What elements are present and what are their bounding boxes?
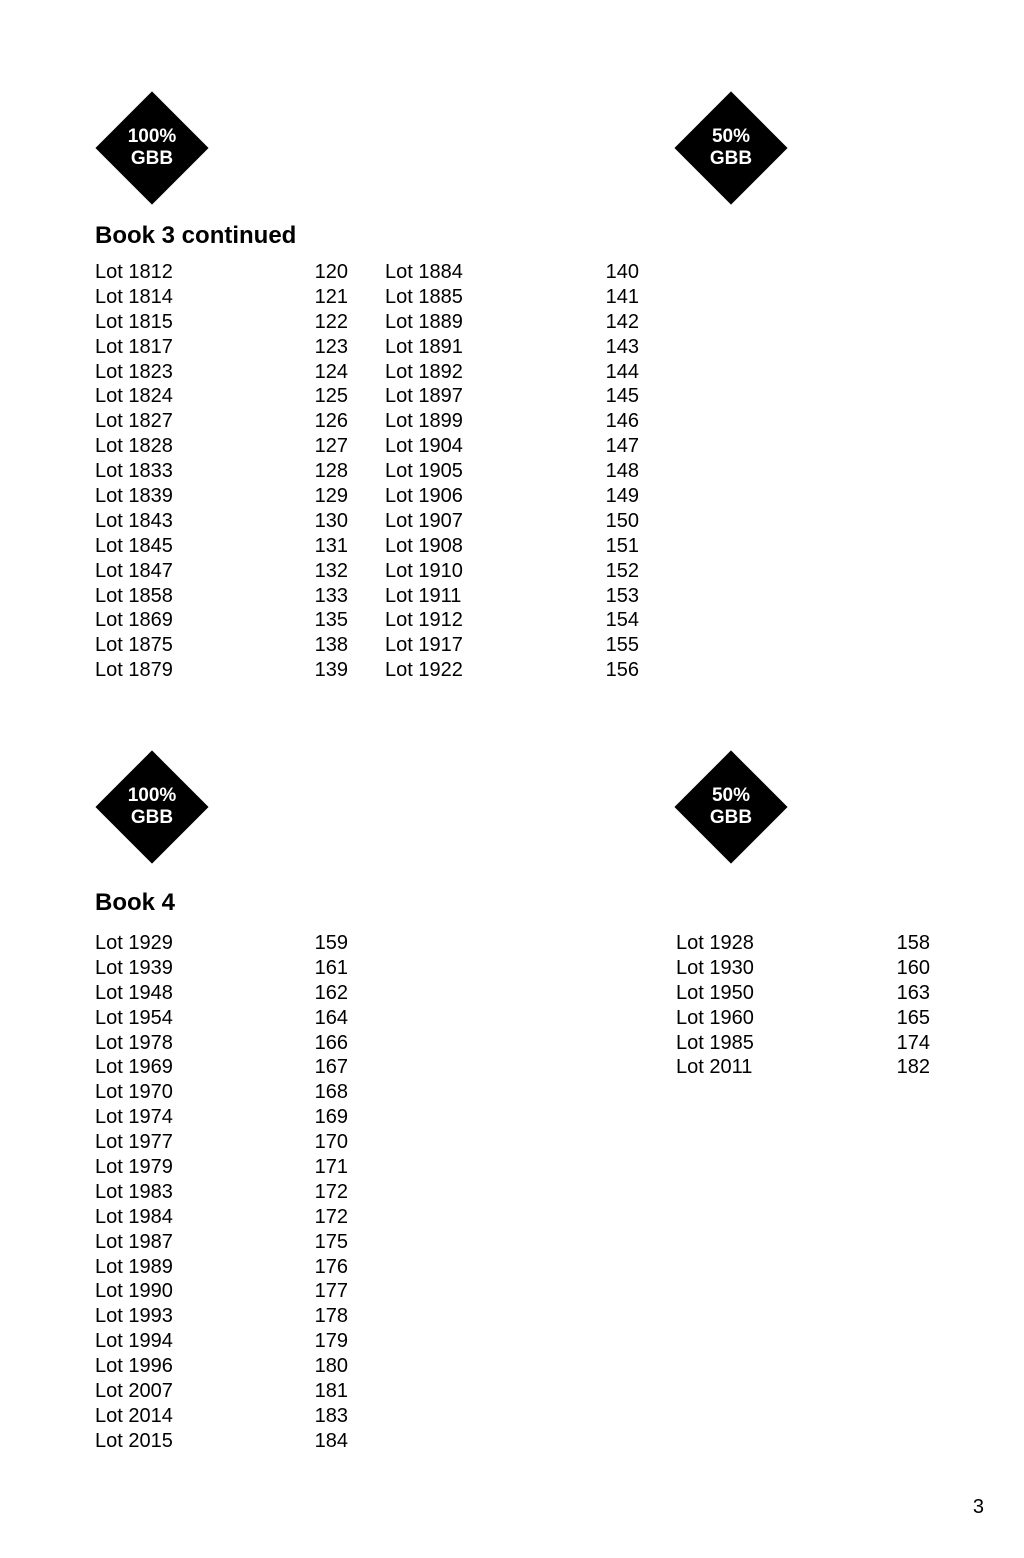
lot-label: Lot 1989 bbox=[95, 1255, 173, 1278]
lot-column-book4-c bbox=[676, 931, 930, 1080]
lot-entry bbox=[676, 1031, 930, 1056]
badge-text: GBB bbox=[709, 807, 753, 828]
lot-label: Lot 1847 bbox=[95, 559, 173, 582]
lot-page-number: 165 bbox=[896, 1006, 930, 1029]
lot-label: Lot 1892 bbox=[385, 360, 463, 383]
lot-page-number: 160 bbox=[896, 956, 930, 979]
lot-entry bbox=[95, 1329, 348, 1354]
lot-page-number: 172 bbox=[314, 1180, 348, 1203]
lot-entry bbox=[95, 509, 348, 534]
lot-label: Lot 1994 bbox=[95, 1330, 173, 1353]
lot-page-number: 129 bbox=[314, 485, 348, 508]
lot-label: Lot 1929 bbox=[95, 932, 173, 954]
lot-entry bbox=[95, 1205, 348, 1230]
lot-entry bbox=[95, 559, 348, 584]
lot-entry bbox=[676, 931, 930, 956]
lot-label: Lot 1839 bbox=[95, 485, 173, 508]
lot-entry bbox=[385, 409, 639, 434]
lot-page-number: 166 bbox=[314, 1031, 348, 1054]
lot-page-number: 158 bbox=[896, 932, 930, 954]
lot-page-number: 172 bbox=[314, 1205, 348, 1228]
lot-entry bbox=[385, 459, 639, 484]
lot-page-number: 128 bbox=[314, 460, 348, 483]
lot-entry bbox=[95, 608, 348, 633]
lot-page-number: 180 bbox=[314, 1355, 348, 1378]
badge-label bbox=[96, 751, 208, 863]
lot-entry bbox=[385, 360, 639, 385]
lot-page-number: 146 bbox=[605, 410, 639, 433]
lot-label: Lot 1939 bbox=[95, 956, 173, 979]
lot-page-number: 176 bbox=[314, 1255, 348, 1278]
lot-label: Lot 1869 bbox=[95, 609, 173, 632]
lot-label: Lot 1987 bbox=[95, 1230, 173, 1253]
lot-entry bbox=[676, 956, 930, 981]
lot-page-number: 178 bbox=[314, 1305, 348, 1328]
lot-entry bbox=[95, 1105, 348, 1130]
lot-page-number: 168 bbox=[314, 1081, 348, 1104]
section-title-book-4: Book 4 bbox=[95, 889, 176, 916]
lot-label: Lot 1993 bbox=[95, 1305, 173, 1328]
lot-page-number: 124 bbox=[314, 360, 348, 383]
lot-page-number: 121 bbox=[314, 285, 348, 308]
lot-entry bbox=[95, 633, 348, 658]
lot-label: Lot 1990 bbox=[95, 1280, 173, 1303]
lot-label: Lot 2011 bbox=[676, 1056, 753, 1079]
lot-entry bbox=[95, 1429, 348, 1454]
lot-page-number: 170 bbox=[314, 1131, 348, 1154]
lot-label: Lot 1833 bbox=[95, 460, 173, 483]
lot-entry bbox=[95, 1230, 348, 1255]
lot-label: Lot 1977 bbox=[95, 1131, 173, 1154]
lot-page-number: 125 bbox=[314, 385, 348, 408]
lot-entry bbox=[95, 1304, 348, 1329]
badge-50-gbb bbox=[675, 92, 787, 204]
badge-label bbox=[675, 92, 787, 204]
lot-label: Lot 1891 bbox=[385, 335, 463, 358]
lot-label: Lot 1979 bbox=[95, 1156, 173, 1179]
lot-entry bbox=[385, 509, 639, 534]
lot-entry bbox=[95, 956, 348, 981]
badge-percent: 50% bbox=[711, 126, 751, 147]
lot-entry bbox=[385, 285, 639, 310]
lot-page-number: 162 bbox=[314, 981, 348, 1004]
lot-column-book3-b bbox=[385, 260, 639, 683]
lot-page-number: 171 bbox=[314, 1156, 348, 1179]
badge-50-gbb bbox=[675, 751, 787, 863]
lot-page-number: 153 bbox=[605, 584, 639, 607]
badge-text: GBB bbox=[130, 148, 174, 169]
lot-label: Lot 1899 bbox=[385, 410, 463, 433]
lot-entry bbox=[95, 1006, 348, 1031]
lot-page-number: 147 bbox=[605, 435, 639, 458]
lot-page-number: 169 bbox=[314, 1106, 348, 1129]
lot-page-number: 167 bbox=[314, 1056, 348, 1079]
lot-page-number: 161 bbox=[314, 956, 348, 979]
lot-entry bbox=[95, 1255, 348, 1280]
lot-label: Lot 1823 bbox=[95, 360, 173, 383]
lot-column-book3-a bbox=[95, 260, 348, 683]
lot-page-number: 145 bbox=[605, 385, 639, 408]
lot-entry bbox=[95, 484, 348, 509]
lot-page-number: 144 bbox=[605, 360, 639, 383]
lot-entry bbox=[95, 658, 348, 683]
lot-page-number: 175 bbox=[314, 1230, 348, 1253]
lot-entry bbox=[95, 1354, 348, 1379]
lot-label: Lot 2007 bbox=[95, 1380, 173, 1403]
lot-page-number: 179 bbox=[314, 1330, 348, 1353]
lot-entry bbox=[95, 434, 348, 459]
lot-label: Lot 1910 bbox=[385, 559, 463, 582]
lot-page-number: 143 bbox=[605, 335, 639, 358]
lot-label: Lot 1907 bbox=[385, 509, 463, 532]
lot-label: Lot 1948 bbox=[95, 981, 173, 1004]
lot-page-number: 127 bbox=[314, 435, 348, 458]
lot-label: Lot 1815 bbox=[95, 310, 173, 333]
lot-entry bbox=[385, 633, 639, 658]
lot-label: Lot 1960 bbox=[676, 1006, 754, 1029]
lot-entry bbox=[95, 1155, 348, 1180]
lot-label: Lot 1885 bbox=[385, 285, 463, 308]
lot-label: Lot 1875 bbox=[95, 634, 173, 657]
lot-label: Lot 1814 bbox=[95, 285, 173, 308]
badge-percent: 50% bbox=[711, 785, 751, 806]
lot-label: Lot 1928 bbox=[676, 932, 754, 954]
lot-label: Lot 1817 bbox=[95, 335, 173, 358]
lot-column-book4-a bbox=[95, 931, 348, 1454]
lot-page-number: 184 bbox=[314, 1429, 348, 1452]
badge-percent: 100% bbox=[127, 126, 177, 147]
lot-page-number: 151 bbox=[605, 534, 639, 557]
lot-entry bbox=[95, 384, 348, 409]
lot-page-number: 181 bbox=[314, 1380, 348, 1403]
lot-page-number: 126 bbox=[314, 410, 348, 433]
page-number: 3 bbox=[972, 1496, 984, 1518]
lot-entry bbox=[95, 1055, 348, 1080]
lot-page-number: 183 bbox=[314, 1404, 348, 1427]
lot-label: Lot 1970 bbox=[95, 1081, 173, 1104]
lot-label: Lot 1824 bbox=[95, 385, 173, 408]
lot-label: Lot 1908 bbox=[385, 534, 463, 557]
lot-page-number: 138 bbox=[314, 634, 348, 657]
lot-label: Lot 2015 bbox=[95, 1429, 173, 1452]
badge-label bbox=[675, 751, 787, 863]
lot-entry bbox=[95, 260, 348, 285]
lot-page-number: 122 bbox=[314, 310, 348, 333]
lot-entry bbox=[385, 658, 639, 683]
lot-page-number: 141 bbox=[605, 285, 639, 308]
lot-label: Lot 1879 bbox=[95, 659, 173, 682]
lot-page-number: 177 bbox=[314, 1280, 348, 1303]
lot-label: Lot 1996 bbox=[95, 1355, 173, 1378]
lot-page-number: 133 bbox=[314, 584, 348, 607]
lot-entry bbox=[95, 310, 348, 335]
badge-text: GBB bbox=[130, 807, 174, 828]
lot-entry bbox=[385, 584, 639, 609]
lot-entry bbox=[385, 384, 639, 409]
lot-page-number: 123 bbox=[314, 335, 348, 358]
lot-entry bbox=[385, 434, 639, 459]
lot-entry bbox=[95, 335, 348, 360]
lot-label: Lot 1828 bbox=[95, 435, 173, 458]
lot-entry bbox=[385, 534, 639, 559]
lot-page-number: 130 bbox=[314, 509, 348, 532]
lot-label: Lot 1904 bbox=[385, 435, 463, 458]
lot-page-number: 182 bbox=[896, 1056, 930, 1079]
lot-entry bbox=[95, 360, 348, 385]
lot-page-number: 132 bbox=[314, 559, 348, 582]
lot-entry bbox=[385, 310, 639, 335]
badge-100-gbb bbox=[96, 92, 208, 204]
lot-label: Lot 1889 bbox=[385, 310, 463, 333]
lot-label: Lot 1950 bbox=[676, 981, 754, 1004]
lot-label: Lot 1974 bbox=[95, 1106, 173, 1129]
lot-entry bbox=[95, 409, 348, 434]
lot-label: Lot 1922 bbox=[385, 659, 463, 682]
lot-entry bbox=[95, 981, 348, 1006]
lot-label: Lot 1984 bbox=[95, 1205, 173, 1228]
lot-label: Lot 1843 bbox=[95, 509, 173, 532]
section-title-book-3: Book 3 continued bbox=[95, 222, 297, 249]
lot-label: Lot 1983 bbox=[95, 1180, 173, 1203]
lot-entry bbox=[676, 981, 930, 1006]
lot-entry bbox=[95, 285, 348, 310]
badge-label bbox=[96, 92, 208, 204]
lot-entry bbox=[676, 1055, 930, 1080]
lot-label: Lot 1827 bbox=[95, 410, 173, 433]
lot-label: Lot 1912 bbox=[385, 609, 463, 632]
lot-label: Lot 1812 bbox=[95, 261, 173, 283]
lot-entry bbox=[385, 260, 639, 285]
lot-entry bbox=[95, 459, 348, 484]
lot-label: Lot 1845 bbox=[95, 534, 173, 557]
lot-entry bbox=[95, 584, 348, 609]
lot-entry bbox=[385, 335, 639, 360]
lot-label: Lot 1858 bbox=[95, 584, 173, 607]
lot-label: Lot 1897 bbox=[385, 385, 463, 408]
lot-page-number: 131 bbox=[314, 534, 348, 557]
lot-entry bbox=[95, 1279, 348, 1304]
lot-entry bbox=[95, 1180, 348, 1205]
lot-entry bbox=[95, 1404, 348, 1429]
lot-page-number: 174 bbox=[896, 1031, 930, 1054]
lot-entry bbox=[95, 931, 348, 956]
lot-page-number: 135 bbox=[314, 609, 348, 632]
lot-page-number: 164 bbox=[314, 1006, 348, 1029]
badge-100-gbb bbox=[96, 751, 208, 863]
lot-label: Lot 1884 bbox=[385, 261, 463, 283]
lot-page-number: 149 bbox=[605, 485, 639, 508]
lot-entry bbox=[385, 608, 639, 633]
lot-label: Lot 1978 bbox=[95, 1031, 173, 1054]
lot-label: Lot 1930 bbox=[676, 956, 754, 979]
lot-label: Lot 1906 bbox=[385, 485, 463, 508]
lot-entry bbox=[95, 1130, 348, 1155]
lot-entry bbox=[385, 559, 639, 584]
lot-page-number: 154 bbox=[605, 609, 639, 632]
lot-label: Lot 1917 bbox=[385, 634, 463, 657]
lot-label: Lot 1954 bbox=[95, 1006, 173, 1029]
lot-page-number: 148 bbox=[605, 460, 639, 483]
lot-entry bbox=[95, 1379, 348, 1404]
lot-label: Lot 2014 bbox=[95, 1404, 173, 1427]
lot-page-number: 152 bbox=[605, 559, 639, 582]
lot-page-number: 159 bbox=[314, 932, 348, 954]
lot-page-number: 139 bbox=[314, 659, 348, 682]
lot-label: Lot 1969 bbox=[95, 1056, 173, 1079]
lot-page-number: 156 bbox=[605, 659, 639, 682]
lot-page-number: 163 bbox=[896, 981, 930, 1004]
lot-entry bbox=[676, 1006, 930, 1031]
lot-label: Lot 1985 bbox=[676, 1031, 754, 1054]
lot-page-number: 150 bbox=[605, 509, 639, 532]
lot-page-number: 120 bbox=[314, 261, 348, 283]
lot-page-number: 142 bbox=[605, 310, 639, 333]
lot-entry bbox=[95, 1031, 348, 1056]
lot-entry bbox=[95, 534, 348, 559]
lot-entry bbox=[385, 484, 639, 509]
lot-entry bbox=[95, 1080, 348, 1105]
lot-page-number: 140 bbox=[605, 261, 639, 283]
lot-page-number: 155 bbox=[605, 634, 639, 657]
badge-percent: 100% bbox=[127, 785, 177, 806]
badge-text: GBB bbox=[709, 148, 753, 169]
lot-label: Lot 1911 bbox=[385, 584, 462, 607]
lot-label: Lot 1905 bbox=[385, 460, 463, 483]
